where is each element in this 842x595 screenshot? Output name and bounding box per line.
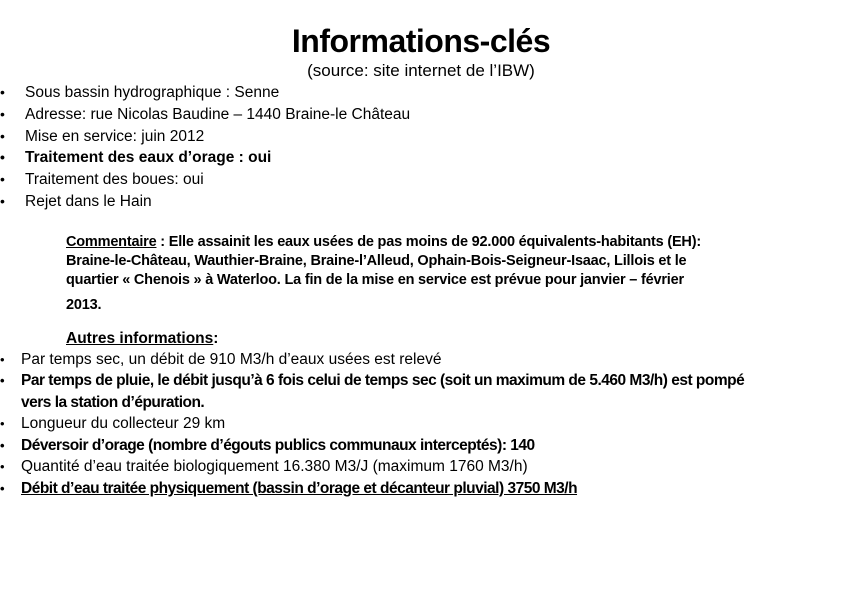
slide-subtitle: (source: site internet de l’IBW) (307, 61, 535, 80)
list-item-text: Mise en service: juin 2012 (25, 127, 205, 145)
autres-informations-heading-label: Autres informations (66, 329, 214, 347)
slide-title: Informations-clés (291, 23, 551, 59)
autres-informations-list (0, 349, 760, 500)
bullet-icon: • (0, 480, 5, 496)
bullet-icon: • (0, 84, 5, 100)
commentaire-text: : Elle assainit les eaux usées de pas moins de 92.000 équivalents-habitants (EH): (156, 233, 701, 250)
list-item-text: Longueur du collecteur 29 km (21, 415, 226, 433)
commentaire-paragraph (66, 233, 786, 315)
autres-informations-heading-colon: : (213, 329, 219, 347)
bullet-icon: • (0, 105, 5, 122)
list-item (0, 478, 760, 500)
list-item (0, 456, 760, 478)
list-item-text: Traitement des eaux d’orage : oui (25, 149, 272, 167)
commentaire-line: Braine-le-Château, Wauthier-Braine, Braine-l’Alleud, Ophain-Bois-Seigneur-Isaac, Lillois et le (66, 252, 687, 269)
list-item (0, 413, 760, 435)
list-item (0, 191, 842, 213)
commentaire-line: quartier « Chenois » à Waterloo. La fin de la mise en service est prévue pour janvier – février (66, 271, 684, 288)
list-item-text: Traitement des boues: oui (25, 171, 204, 189)
list-item-text: Débit d’eau traitée physiquement (bassin d’orage et décanteur pluvial) 3750 M3/h (21, 479, 578, 497)
bullet-icon: • (0, 192, 5, 209)
list-item-text: Sous bassin hydrographique : Senne (25, 84, 280, 101)
bullet-icon: • (0, 149, 5, 166)
commentaire-label: Commentaire (66, 233, 157, 250)
bullet-icon: • (0, 437, 5, 453)
commentaire-line (66, 233, 786, 252)
list-item (0, 435, 760, 457)
bullet-icon: • (0, 459, 5, 475)
bullet-icon: • (0, 127, 5, 144)
list-item (0, 370, 760, 413)
bullet-icon: • (0, 416, 5, 432)
list-item-text: Par temps de pluie, le débit jusqu’à 6 fois celui de temps sec (soit un maximum de 5.460 M3/h) est pompé vers la station d’épuration. (21, 372, 745, 411)
list-item-text: Déversoir d’orage (nombre d’égouts publics communaux interceptés): 140 (21, 436, 535, 454)
list-item-text: Rejet dans le Hain (25, 192, 152, 210)
list-item-text: Quantité d’eau traitée biologiquement 16.380 M3/J (maximum 1760 M3/h) (21, 458, 528, 476)
list-item-text: Par temps sec, un débit de 910 M3/h d’eaux usées est relevé (21, 350, 442, 368)
bullet-icon: • (0, 351, 5, 367)
list-item (0, 126, 842, 148)
bullet-icon: • (0, 171, 5, 188)
list-item (0, 104, 842, 126)
autres-informations-heading (66, 329, 842, 349)
commentaire-line: 2013. (66, 296, 102, 313)
list-item (0, 169, 842, 191)
list-item (0, 147, 842, 169)
list-item (0, 82, 842, 104)
list-item-text: Adresse: rue Nicolas Baudine – 1440 Braine-le Château (25, 105, 411, 123)
bullet-icon: • (0, 373, 5, 389)
list-item (0, 349, 760, 371)
key-facts-list (0, 82, 842, 213)
